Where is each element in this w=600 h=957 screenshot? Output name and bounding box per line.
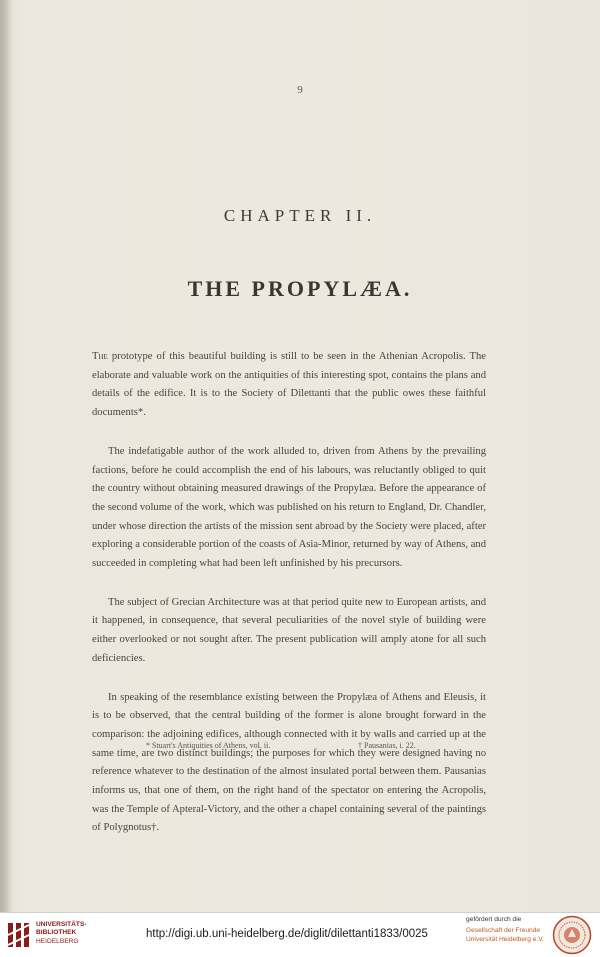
sponsor-line-2: Universität Heidelberg e.V.: [466, 935, 544, 943]
sponsor-line-1: Gesellschaft der Freunde: [466, 927, 541, 934]
viewer-footer: [0, 912, 600, 957]
chapter-heading: CHAPTER II.: [223, 206, 377, 225]
university-seal-icon[interactable]: [552, 915, 592, 955]
footnote-pausanias: † Pausanias, i. 22.: [358, 741, 416, 750]
library-line-3: HEIDELBERG: [36, 937, 79, 945]
body-text: [92, 348, 486, 858]
library-line-2: BIBLIOTHEK: [36, 929, 77, 937]
paragraph-1: [92, 348, 486, 423]
paragraph-3: The subject of Grecian Architecture was at that period quite new to European artists, and it happened, in consequence, that several peculiarities of the novel style of building were either overlooked or not sought after. The present publication will amply atone for all such deficiencies.: [92, 596, 486, 664]
library-name[interactable]: [36, 921, 87, 946]
paragraph-1-lead: The: [92, 351, 108, 362]
paragraph-1-text: prototype of this beautiful building is still to be seen in the Athenian Acropolis. The elaborate and valuable work on the antiquities of this interesting spot, contains the plans and details of the edifice. It is to the Society of Dilettanti that the public owes these faithful documents*.: [92, 351, 486, 419]
chapter-title: THE PROPYLÆA.: [187, 276, 413, 301]
sponsor-name[interactable]: [466, 927, 548, 944]
page-number: 9: [297, 84, 303, 96]
binding-shadow: [0, 0, 12, 912]
library-line-1: UNIVERSITÄTS-: [36, 921, 87, 928]
paragraph-4: In speaking of the resemblance existing between the Propylæa of Athens and Eleusis, it is to be observed, that the central building of the former is alone brought forward in the comparison: the adjoining edifices, although connected with it by walls and carried up at the same time, are two distinct buildings; the purposes for which they were designed having no reference whatever to the destination of the almost insulated portal between them. Pausanias informs us, that one of them, on the right hand of the spectator on entering the Acropolis, was the Temple of Apteral-Victory, and the other a chapel containing several of the paintings of Polygnotus†.: [92, 691, 486, 834]
sponsor-label: gefördert durch die: [466, 916, 522, 923]
paragraph-2: The indefatigable author of the work alluded to, driven from Athens by the prevailing factions, before he could accomplish the end of his labours, was reluctantly obliged to quit the country without obtaining measured drawings of the Propylæa. Before the appearance of the second volume of the work, which was published on his return to England, Dr. Chandler, under whose direction the artists of the mission sent abroad by the Society were placed, after exploring a considerable portion of the coasts of Asia-Minor, returned by way of Athens, and succeeded in completing what had been left unfinished by his precursors.: [92, 445, 486, 570]
permalink-url[interactable]: http://digi.ub.uni-heidelberg.de/diglit/dilettanti1833/0025: [146, 928, 428, 940]
library-logo-icon[interactable]: [6, 919, 32, 951]
footnote-stuart: * Stuart's Antiquities of Athens, vol. ii.: [146, 741, 271, 750]
